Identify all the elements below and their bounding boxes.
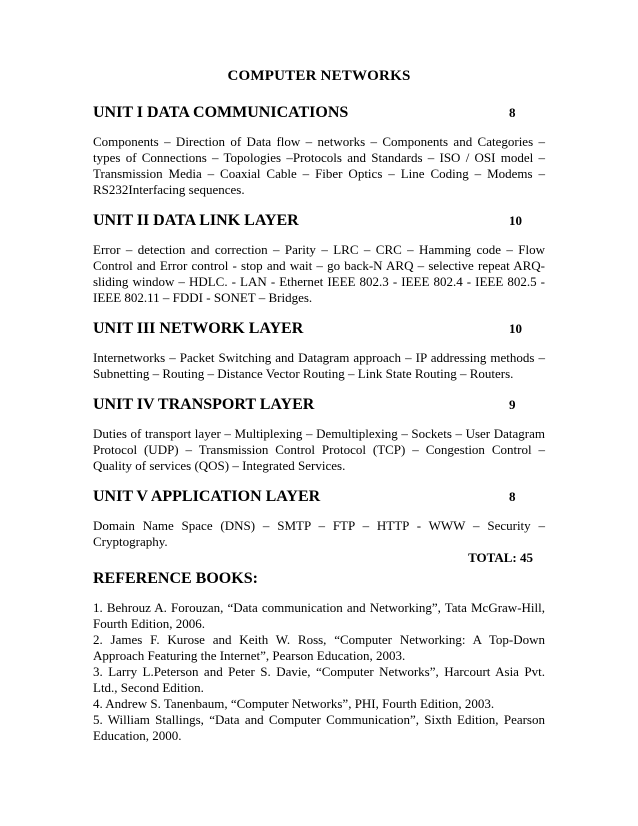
unit-5: [93, 488, 545, 550]
document-title: COMPUTER NETWORKS: [227, 68, 411, 84]
unit-title: UNIT V APPLICATION LAYER: [93, 488, 321, 505]
unit-hours: 10: [509, 213, 522, 228]
unit-heading: [93, 104, 545, 122]
unit-heading: [93, 488, 545, 506]
reference-item: 1. Behrouz A. Forouzan, “Data communication and Networking”, Tata McGraw-Hill, Fourth Edition, 2006.: [93, 600, 545, 631]
reference-item: 2. James F. Kurose and Keith W. Ross, “Computer Networking: A Top-Down Approach Featuring the Internet”, Pearson Education, 2003.: [93, 632, 545, 663]
references-heading: REFERENCE BOOKS:: [93, 570, 258, 587]
unit-heading: [93, 320, 545, 338]
unit-4: [93, 396, 545, 474]
reference-item: 5. William Stallings, “Data and Computer Communication”, Sixth Edition, Pearson Education, 2000.: [93, 712, 545, 743]
reference-item: 4. Andrew S. Tanenbaum, “Computer Networks”, PHI, Fourth Edition, 2003.: [93, 696, 495, 711]
unit-body: Duties of transport layer – Multiplexing – Demultiplexing – Sockets – User Datagram Protocol (UDP) – Transmission Control Protocol (TCP) – Congestion Control – Quality of services (QOS) – Integrated Services.: [93, 426, 545, 473]
unit-1: [93, 104, 545, 198]
unit-hours: 8: [509, 489, 516, 504]
unit-heading: [93, 396, 545, 414]
unit-hours: 9: [509, 397, 516, 412]
unit-body: Internetworks – Packet Switching and Datagram approach – IP addressing methods – Subnetting – Routing – Distance Vector Routing – Link State Routing – Routers.: [93, 350, 545, 381]
unit-body: Domain Name Space (DNS) – SMTP – FTP – HTTP - WWW – Security – Cryptography.: [93, 518, 545, 549]
unit-title: UNIT I DATA COMMUNICATIONS: [93, 104, 349, 121]
unit-title: UNIT III NETWORK LAYER: [93, 320, 304, 337]
unit-heading: [93, 212, 545, 230]
unit-2: [93, 212, 545, 306]
syllabus-page: [93, 68, 545, 744]
unit-hours: 10: [509, 321, 522, 336]
unit-body: Components – Direction of Data flow – networks – Components and Categories – types of Connections – Topologies –Protocols and Standards – ISO / OSI model – Transmission Media – Coaxial Cable – Fiber Optics – Line Coding – Modems – RS232Interfacing sequences.: [93, 134, 545, 197]
unit-hours: 8: [509, 105, 516, 120]
unit-title: UNIT II DATA LINK LAYER: [93, 212, 299, 229]
unit-body: Error – detection and correction – Parity – LRC – CRC – Hamming code – Flow Control and Error control - stop and wait – go back-N ARQ – selective repeat ARQ- sliding window – HDLC. - LAN - Ethernet IEEE 802.3 - IEEE 802.4 - IEEE 802.5 - IEEE 802.11 – FDDI - SONET – Bridges.: [93, 242, 545, 305]
references-list: [93, 600, 545, 744]
unit-title: UNIT IV TRANSPORT LAYER: [93, 396, 315, 413]
total-hours: TOTAL: 45: [468, 550, 533, 565]
unit-3: [93, 320, 545, 382]
reference-item: 3. Larry L.Peterson and Peter S. Davie, “Computer Networks”, Harcourt Asia Pvt. Ltd., Second Edition.: [93, 664, 545, 695]
